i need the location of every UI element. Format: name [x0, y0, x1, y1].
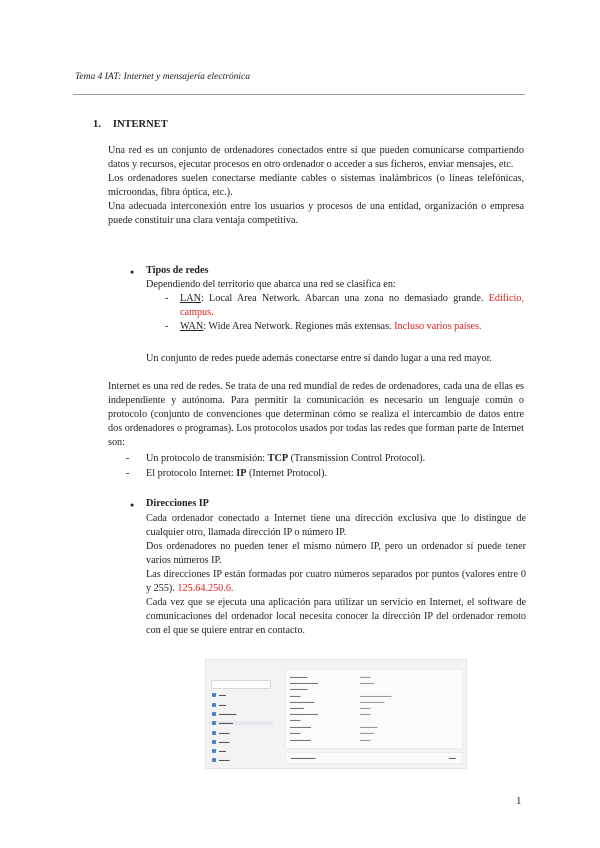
protocol-ip-pre: El protocolo Internet:: [146, 468, 237, 479]
ip-paragraph-1: Cada ordenador conectado a Internet tiene una dirección exclusiva que lo distingue de cualquier otro, llamada dirección IP o número IP.: [146, 513, 526, 538]
sidebar-item-selected: ▬▬▬▬: [209, 721, 274, 725]
wan-item: [165, 320, 524, 334]
lan-note: Edificio, campus.: [180, 293, 524, 318]
tipos-closing: [146, 352, 526, 366]
wan-text: : Wide Area Network. Regiones más extensas.: [203, 321, 392, 332]
settings-sidebar: [206, 660, 274, 768]
network-settings-screenshot: [205, 659, 467, 769]
property-row: ▬▬▬▬▬▬▬▬ ▬▬▬: [290, 712, 371, 716]
lan-name: LAN: [180, 293, 201, 304]
ip-paragraph-2: Dos ordenadores no pueden tener el mismo número IP, pero un ordenador sí puede tener varios números IP.: [146, 541, 526, 566]
properties-panel: [285, 669, 463, 749]
sidebar-item: ▬▬▬: [212, 731, 230, 735]
section-title: INTERNET: [112, 119, 168, 130]
protocol-ip-post: (Internet Protocol).: [246, 468, 328, 479]
property-row: ▬▬▬▬▬ ▬▬▬: [290, 675, 371, 679]
settings-search-box: [211, 680, 271, 689]
sidebar-item: ▬▬: [212, 693, 226, 697]
ip-paragraph-4: Cada vez que se ejecuta una aplicación para utilizar un servicio en Internet, el software de comunicaciones del ordenador local necesita conocer la dirección IP del ordenador remoto con el que se quiere entrar en contacto.: [146, 597, 526, 636]
property-row: ▬▬▬ ▬▬▬▬▬▬▬▬▬: [290, 694, 392, 698]
property-row: ▬▬▬▬▬▬ ▬▬▬▬▬: [290, 725, 378, 729]
tipos-title: Tipos de redes: [146, 265, 209, 276]
document-header: Tema 4 IAT: Internet y mensajería electrónica: [75, 72, 251, 82]
header-rule: [73, 94, 525, 95]
dash-icon: -: [165, 293, 169, 304]
ip-block: [146, 512, 526, 638]
property-row: ▬▬▬▬ ▬▬▬: [290, 706, 371, 710]
property-row: ▬▬▬ ▬▬▬▬: [290, 731, 374, 735]
intro-block: [108, 144, 524, 228]
ip-paragraph-3: [146, 568, 526, 596]
protocol-ip: [126, 467, 516, 481]
intro-paragraph-2: Los ordenadores suelen conectarse mediante cables o sistemas inalámbricos (o líneas telefónicas, microondas, fibra óptica, etc.).: [108, 173, 524, 198]
dash-icon: -: [126, 468, 130, 479]
tipos-lead: [146, 278, 526, 292]
protocol-tcp: [126, 452, 516, 466]
tipos-closing-text: Un conjunto de redes puede además conectarse entre sí dando lugar a una red mayor.: [146, 353, 492, 364]
bullet-dot-icon: ●: [130, 501, 135, 509]
protocol-tcp-post: (Transmission Control Protocol).: [288, 453, 426, 464]
wan-name: WAN: [180, 321, 204, 332]
protocol-tcp-pre: Un protocolo de transmisión:: [146, 453, 268, 464]
protocol-ip-bold: IP: [236, 468, 247, 479]
ip-paragraph-3-text: Las direcciones IP están formadas por cuatro números separados por puntos (valores entre 0 y 255).: [146, 569, 526, 594]
bullet-dot-icon: ●: [130, 268, 135, 276]
tipos-bullet: [130, 264, 209, 278]
section-heading: [93, 119, 168, 130]
copy-row: ▬▬▬▬▬▬▬ ▬▬: [285, 752, 463, 764]
internet-paragraph: [108, 380, 524, 450]
property-row: ▬▬▬▬▬▬▬ ▬▬▬▬▬▬▬: [290, 700, 385, 704]
intro-paragraph-3: Una adecuada interconexión entre los usuarios y procesos de una entidad, organización o empresa puede constituir una clara ventaja competitiva.: [108, 201, 524, 226]
ip-title: Direcciones IP: [146, 498, 209, 509]
ip-bullet: [130, 497, 209, 511]
property-row: ▬▬▬▬▬: [290, 687, 308, 691]
sidebar-item: ▬▬: [212, 749, 226, 753]
protocol-tcp-bold: TCP: [267, 453, 289, 464]
section-number: 1.: [93, 119, 101, 130]
wan-note: Incluso varios países.: [394, 321, 482, 332]
sidebar-item: ▬▬: [212, 703, 226, 707]
property-row: ▬▬▬▬▬▬▬▬ ▬▬▬▬: [290, 681, 374, 685]
property-row: ▬▬▬: [290, 718, 301, 722]
page-number: 1: [516, 795, 522, 807]
sidebar-item: ▬▬▬: [212, 740, 230, 744]
sidebar-item: ▬▬▬: [212, 758, 230, 762]
ip-example: 125.64.250.6.: [177, 583, 234, 594]
tipos-lead-text: Dependiendo del territorio que abarca una red se clasifica en:: [146, 279, 396, 290]
property-row: ▬▬▬▬▬▬ ▬▬▬: [290, 738, 371, 742]
dash-icon: -: [126, 453, 130, 464]
intro-paragraph-1: Una red es un conjunto de ordenadores conectados entre sí que pueden comunicarse compartiendo datos y recursos, ejecutar procesos en otro ordenador o acceder a sus ficheros, enviar mensajes, etc.: [108, 145, 524, 170]
dash-icon: -: [165, 321, 169, 332]
sidebar-item: ▬▬▬▬▬: [212, 712, 237, 716]
lan-item: [165, 292, 524, 320]
lan-text: : Local Area Network. Abarcan una zona no demasiado grande.: [200, 293, 484, 304]
internet-paragraph-text: Internet es una red de redes. Se trata de una red mundial de redes de ordenadores, cada una de ellas es independiente y autónoma. Para permitir la comunicación es necesario un lenguaje común o protocolo (conjunto de convenciones que determinan cómo se realiza el intercambio de datos entre dos ordenadores o programas). Los protocolos usados por todas las redes que forman parte de Internet son:: [108, 381, 524, 448]
